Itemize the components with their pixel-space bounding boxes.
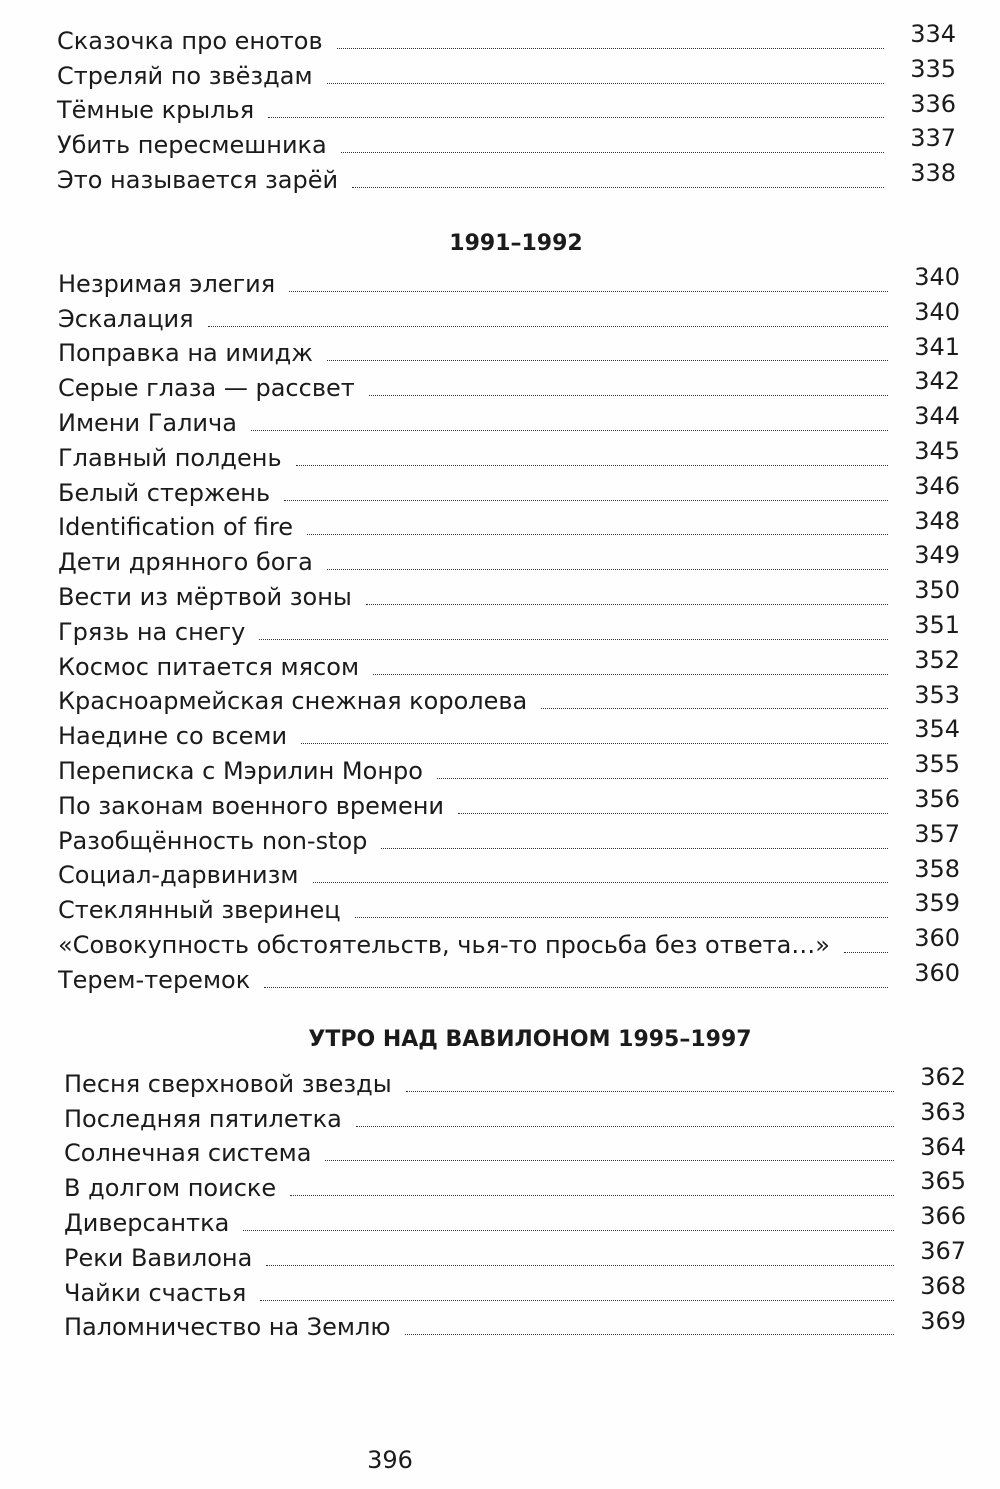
toc-entry [58, 263, 960, 298]
toc-entry [58, 820, 960, 855]
toc-entry-page: 351 [914, 610, 960, 639]
page-number: 396 [367, 1446, 413, 1474]
dot-leader [327, 569, 888, 570]
toc-entry [64, 1167, 966, 1202]
toc-entry-title: Паломничество на Землю [64, 1313, 391, 1342]
toc-entry-title: Поправка на имидж [58, 339, 313, 368]
toc-section-2 [0, 263, 1000, 994]
toc-entry [58, 402, 960, 437]
dot-leader [290, 1195, 894, 1196]
dot-leader [327, 360, 888, 361]
toc-entry-title: Социал-дарвинизм [58, 861, 299, 890]
toc-entry-title: Главный полдень [58, 443, 282, 472]
toc-entry [58, 855, 960, 890]
dot-leader [437, 778, 888, 779]
toc-entry-title: Вести из мёртвой зоны [58, 582, 352, 611]
toc-entry-title: Песня сверхновой звезды [64, 1069, 392, 1098]
toc-entry-page: 354 [914, 715, 960, 744]
toc-entry-page: 369 [920, 1306, 966, 1335]
toc-entry [57, 159, 956, 194]
toc-entry-title: Переписка с Мэрилин Монро [58, 756, 423, 785]
toc-entry-title: Космос питается мясом [58, 652, 360, 681]
toc-entry [58, 715, 960, 750]
toc-entry [58, 298, 960, 333]
dot-leader [844, 952, 888, 953]
dot-leader [313, 882, 888, 883]
dot-leader [301, 743, 888, 744]
dot-leader [260, 1300, 894, 1301]
toc-entry [58, 576, 960, 611]
toc-entry-title: Терем-теремок [58, 965, 251, 994]
toc-entry-title: Убить пересмешника [57, 131, 327, 160]
toc-entry-page: 348 [914, 506, 960, 535]
toc-entry-page: 366 [920, 1202, 966, 1231]
toc-entry-title: Красноармейская снежная королева [58, 687, 528, 716]
toc-entry-page: 344 [914, 402, 960, 431]
toc-entry-title: Дети дрянного бога [58, 548, 313, 577]
toc-entry [58, 611, 960, 646]
toc-entry [58, 681, 960, 716]
dot-leader [259, 639, 888, 640]
toc-entry [64, 1063, 966, 1098]
toc-entry [64, 1272, 966, 1307]
toc-entry-page: 359 [914, 889, 960, 918]
toc-entry-page: 340 [914, 297, 960, 326]
toc-entry [58, 437, 960, 472]
dot-leader [366, 604, 888, 605]
dot-leader [352, 187, 884, 188]
toc-entry-page: 365 [920, 1167, 966, 1196]
dot-leader [289, 291, 888, 292]
toc-entry-title: «Совокупность обстоятельств, чья-то просьба без ответа…» [58, 930, 830, 959]
toc-entry-title: Незримая элегия [58, 269, 276, 298]
toc-entry-page: 368 [920, 1271, 966, 1300]
toc-entry-title: Белый стержень [58, 478, 271, 507]
toc-entry-page: 360 [914, 958, 960, 987]
dot-leader [251, 430, 888, 431]
section-heading: 1991–1992 [449, 231, 583, 256]
toc-entry-title: Эскалация [58, 304, 194, 333]
toc-entry [57, 20, 956, 55]
toc-entry-title: Реки Вавилона [64, 1243, 253, 1272]
section-heading: УТРО НАД ВАВИЛОНОМ 1995–1997 [308, 1027, 752, 1052]
dot-leader [541, 708, 888, 709]
toc-entry [58, 333, 960, 368]
toc-section-1 [0, 20, 1000, 194]
toc-entry [57, 90, 956, 125]
dot-leader [406, 1091, 894, 1092]
toc-entry [58, 646, 960, 681]
toc-entry-page: 338 [910, 159, 956, 188]
dot-leader [243, 1230, 894, 1231]
toc-entry-title: Разобщённость non-stop [58, 826, 368, 855]
toc-entry-page: 337 [910, 124, 956, 153]
toc-entry-title: Тёмные крылья [57, 96, 255, 125]
toc-entry-title: Грязь на снегу [58, 617, 246, 646]
toc-entry-page: 335 [910, 54, 956, 83]
toc-entry [58, 541, 960, 576]
toc-entry-title: По законам военного времени [58, 791, 445, 820]
toc-entry-title: Стреляй по звёздам [57, 61, 313, 90]
toc-entry-page: 346 [914, 471, 960, 500]
dot-leader [341, 152, 884, 153]
toc-entry [58, 959, 960, 994]
dot-leader [208, 326, 888, 327]
toc-entry [57, 124, 956, 159]
toc-entry [58, 785, 960, 820]
dot-leader [373, 674, 888, 675]
toc-entry-page: 353 [914, 680, 960, 709]
toc-entry-title: В долгом поиске [64, 1174, 277, 1203]
toc-entry-page: 367 [920, 1236, 966, 1265]
toc-entry-page: 358 [914, 854, 960, 883]
toc-entry [64, 1237, 966, 1272]
toc-entry-page: 334 [910, 20, 956, 48]
toc-entry [58, 924, 960, 959]
dot-leader [381, 848, 888, 849]
toc-entry-title: Чайки счастья [64, 1278, 247, 1307]
dot-leader [296, 465, 888, 466]
toc-entry [58, 750, 960, 785]
dot-leader [266, 1265, 894, 1266]
toc-entry-page: 340 [914, 263, 960, 291]
toc-entry-page: 349 [914, 541, 960, 570]
dot-leader [369, 395, 888, 396]
toc-entry [58, 889, 960, 924]
toc-entry-page: 363 [920, 1097, 966, 1126]
dot-leader [307, 534, 888, 535]
toc-entry-page: 341 [914, 332, 960, 361]
toc-entry-page: 345 [914, 436, 960, 465]
dot-leader [327, 83, 884, 84]
dot-leader [337, 48, 884, 49]
toc-entry-page: 360 [914, 924, 960, 953]
toc-entry-page: 355 [914, 750, 960, 779]
toc-entry-page: 356 [914, 784, 960, 813]
toc-entry-title: Последняя пятилетка [64, 1104, 342, 1133]
toc-entry [58, 472, 960, 507]
toc-entry-title: Это называется зарёй [57, 165, 339, 194]
toc-entry-page: 352 [914, 645, 960, 674]
toc-entry-title: Диверсантка [64, 1208, 230, 1237]
toc-entry-page: 336 [910, 89, 956, 118]
dot-leader [325, 1160, 894, 1161]
toc-entry-page: 357 [914, 819, 960, 848]
toc-entry-page: 342 [914, 367, 960, 396]
toc-entry [64, 1202, 966, 1237]
toc-entry [64, 1307, 966, 1342]
toc-entry-title: Identification of fire [58, 513, 293, 542]
toc-entry-page: 350 [914, 576, 960, 605]
toc-entry-page: 364 [920, 1132, 966, 1161]
toc-entry [64, 1133, 966, 1168]
dot-leader [405, 1334, 894, 1335]
toc-entry-title: Стеклянный зверинец [58, 896, 341, 925]
toc-entry-title: Наедине со всеми [58, 722, 288, 751]
toc-entry [58, 367, 960, 402]
dot-leader [356, 1126, 894, 1127]
dot-leader [284, 500, 888, 501]
toc-entry [58, 507, 960, 542]
toc-section-3 [0, 1063, 1000, 1341]
toc-entry-page: 362 [920, 1063, 966, 1091]
toc-entry [64, 1098, 966, 1133]
toc-entry [57, 55, 956, 90]
toc-entry-title: Имени Галича [58, 408, 237, 437]
dot-leader [458, 813, 888, 814]
toc-entry-title: Солнечная система [64, 1139, 312, 1168]
dot-leader [264, 987, 888, 988]
dot-leader [355, 917, 888, 918]
dot-leader [268, 117, 884, 118]
toc-entry-title: Серые глаза — рассвет [58, 374, 355, 403]
toc-entry-title: Сказочка про енотов [57, 26, 323, 55]
